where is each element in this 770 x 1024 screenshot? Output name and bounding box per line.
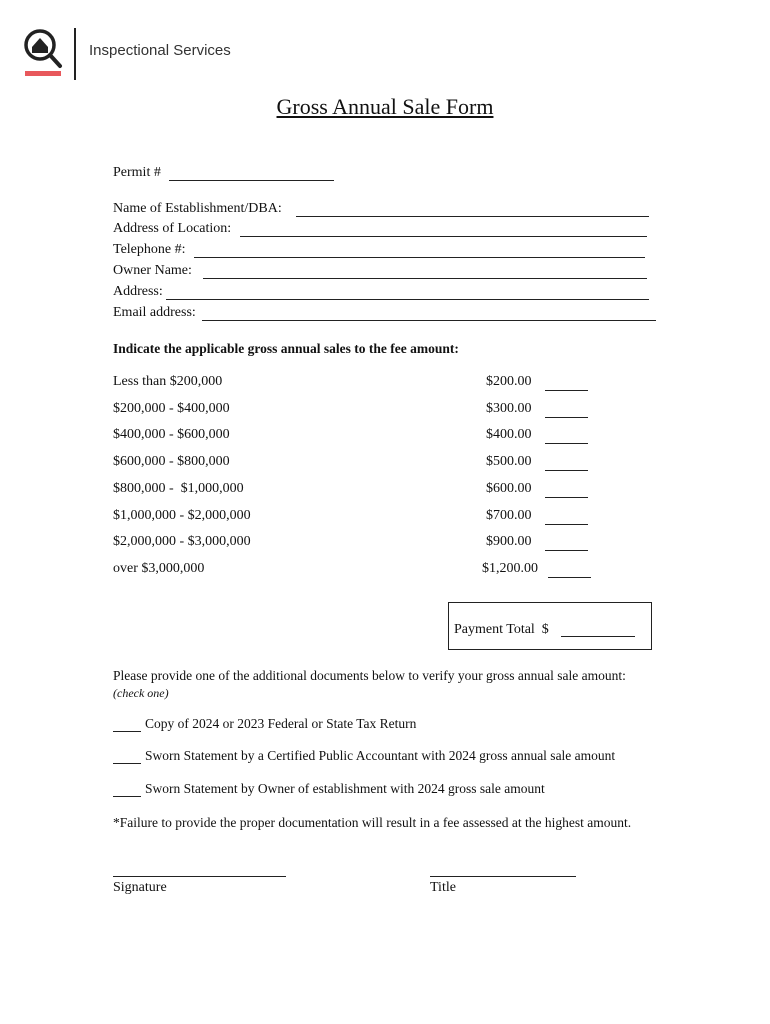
docs-note: (check one) xyxy=(113,686,169,700)
doc-option: Copy of 2024 or 2023 Federal or State Tax Return xyxy=(145,716,417,731)
doc-checkline[interactable] xyxy=(113,717,141,732)
fee-range: over $3,000,000 xyxy=(113,561,205,576)
brand-name: Inspectional Services xyxy=(89,42,231,59)
fee-amount: $1,200.00 xyxy=(482,561,538,576)
signature-input[interactable] xyxy=(113,862,286,877)
doc-checkline[interactable] xyxy=(113,782,141,797)
fee-instruction: Indicate the applicable gross annual sales to the fee amount: xyxy=(113,341,459,356)
fee-amount: $300.00 xyxy=(486,401,532,416)
docs-prompt: Please provide one of the additional documents below to verify your gross annual sale amount: xyxy=(113,668,626,683)
title-label: Title xyxy=(430,880,456,895)
magnifier-house-logo-icon xyxy=(22,26,66,78)
fee-checkline[interactable] xyxy=(545,536,588,551)
fee-checkline[interactable] xyxy=(545,510,588,525)
logo-separator xyxy=(74,28,76,80)
payment-total-label: Payment Total $ xyxy=(454,622,549,637)
payment-total-box xyxy=(448,602,652,650)
fee-amount: $600.00 xyxy=(486,481,532,496)
fee-checkline[interactable] xyxy=(545,403,588,418)
telephone-input[interactable] xyxy=(194,243,645,258)
location-address-input[interactable] xyxy=(240,222,647,237)
signature-label: Signature xyxy=(113,880,167,895)
field-label: Address of Location: xyxy=(113,221,232,236)
field-label: Telephone #: xyxy=(113,242,186,257)
fee-amount: $900.00 xyxy=(486,534,532,549)
fee-range: $200,000 - $400,000 xyxy=(113,401,230,416)
field-label: Email address: xyxy=(113,305,196,320)
fee-amount: $400.00 xyxy=(486,427,532,442)
fee-checkline[interactable] xyxy=(545,456,588,471)
fee-checkline[interactable] xyxy=(545,429,588,444)
form-title: Gross Annual Sale Form xyxy=(276,94,494,119)
field-label: Name of Establishment/DBA: xyxy=(113,201,282,216)
owner-name-input[interactable] xyxy=(203,264,647,279)
fee-amount: $700.00 xyxy=(486,508,532,523)
fee-amount: $500.00 xyxy=(486,454,532,469)
doc-checkline[interactable] xyxy=(113,749,141,764)
fee-range: Less than $200,000 xyxy=(113,374,223,389)
permit-input[interactable] xyxy=(169,166,334,181)
fee-range: $2,000,000 - $3,000,000 xyxy=(113,534,251,549)
fee-amount: $200.00 xyxy=(486,374,532,389)
title-input[interactable] xyxy=(430,862,576,877)
doc-option: Sworn Statement by a Certified Public Accountant with 2024 gross annual sale amount xyxy=(145,748,616,763)
doc-option: Sworn Statement by Owner of establishment with 2024 gross sale amount xyxy=(145,781,545,796)
fee-checkline[interactable] xyxy=(548,563,591,578)
owner-address-input[interactable] xyxy=(166,285,649,300)
failure-warning: *Failure to provide the proper documentation will result in a fee assessed at the highest amount. xyxy=(113,815,632,830)
fee-range: $400,000 - $600,000 xyxy=(113,427,230,442)
email-input[interactable] xyxy=(202,306,656,321)
field-label: Owner Name: xyxy=(113,263,192,278)
establishment-input[interactable] xyxy=(296,202,649,217)
field-label: Address: xyxy=(113,284,163,299)
fee-range: $1,000,000 - $2,000,000 xyxy=(113,508,251,523)
fee-checkline[interactable] xyxy=(545,376,588,391)
payment-total-input[interactable] xyxy=(561,622,635,637)
fee-range: $800,000 - $1,000,000 xyxy=(113,481,244,496)
fee-checkline[interactable] xyxy=(545,483,588,498)
permit-label: Permit # xyxy=(113,165,161,180)
fee-range: $600,000 - $800,000 xyxy=(113,454,230,469)
